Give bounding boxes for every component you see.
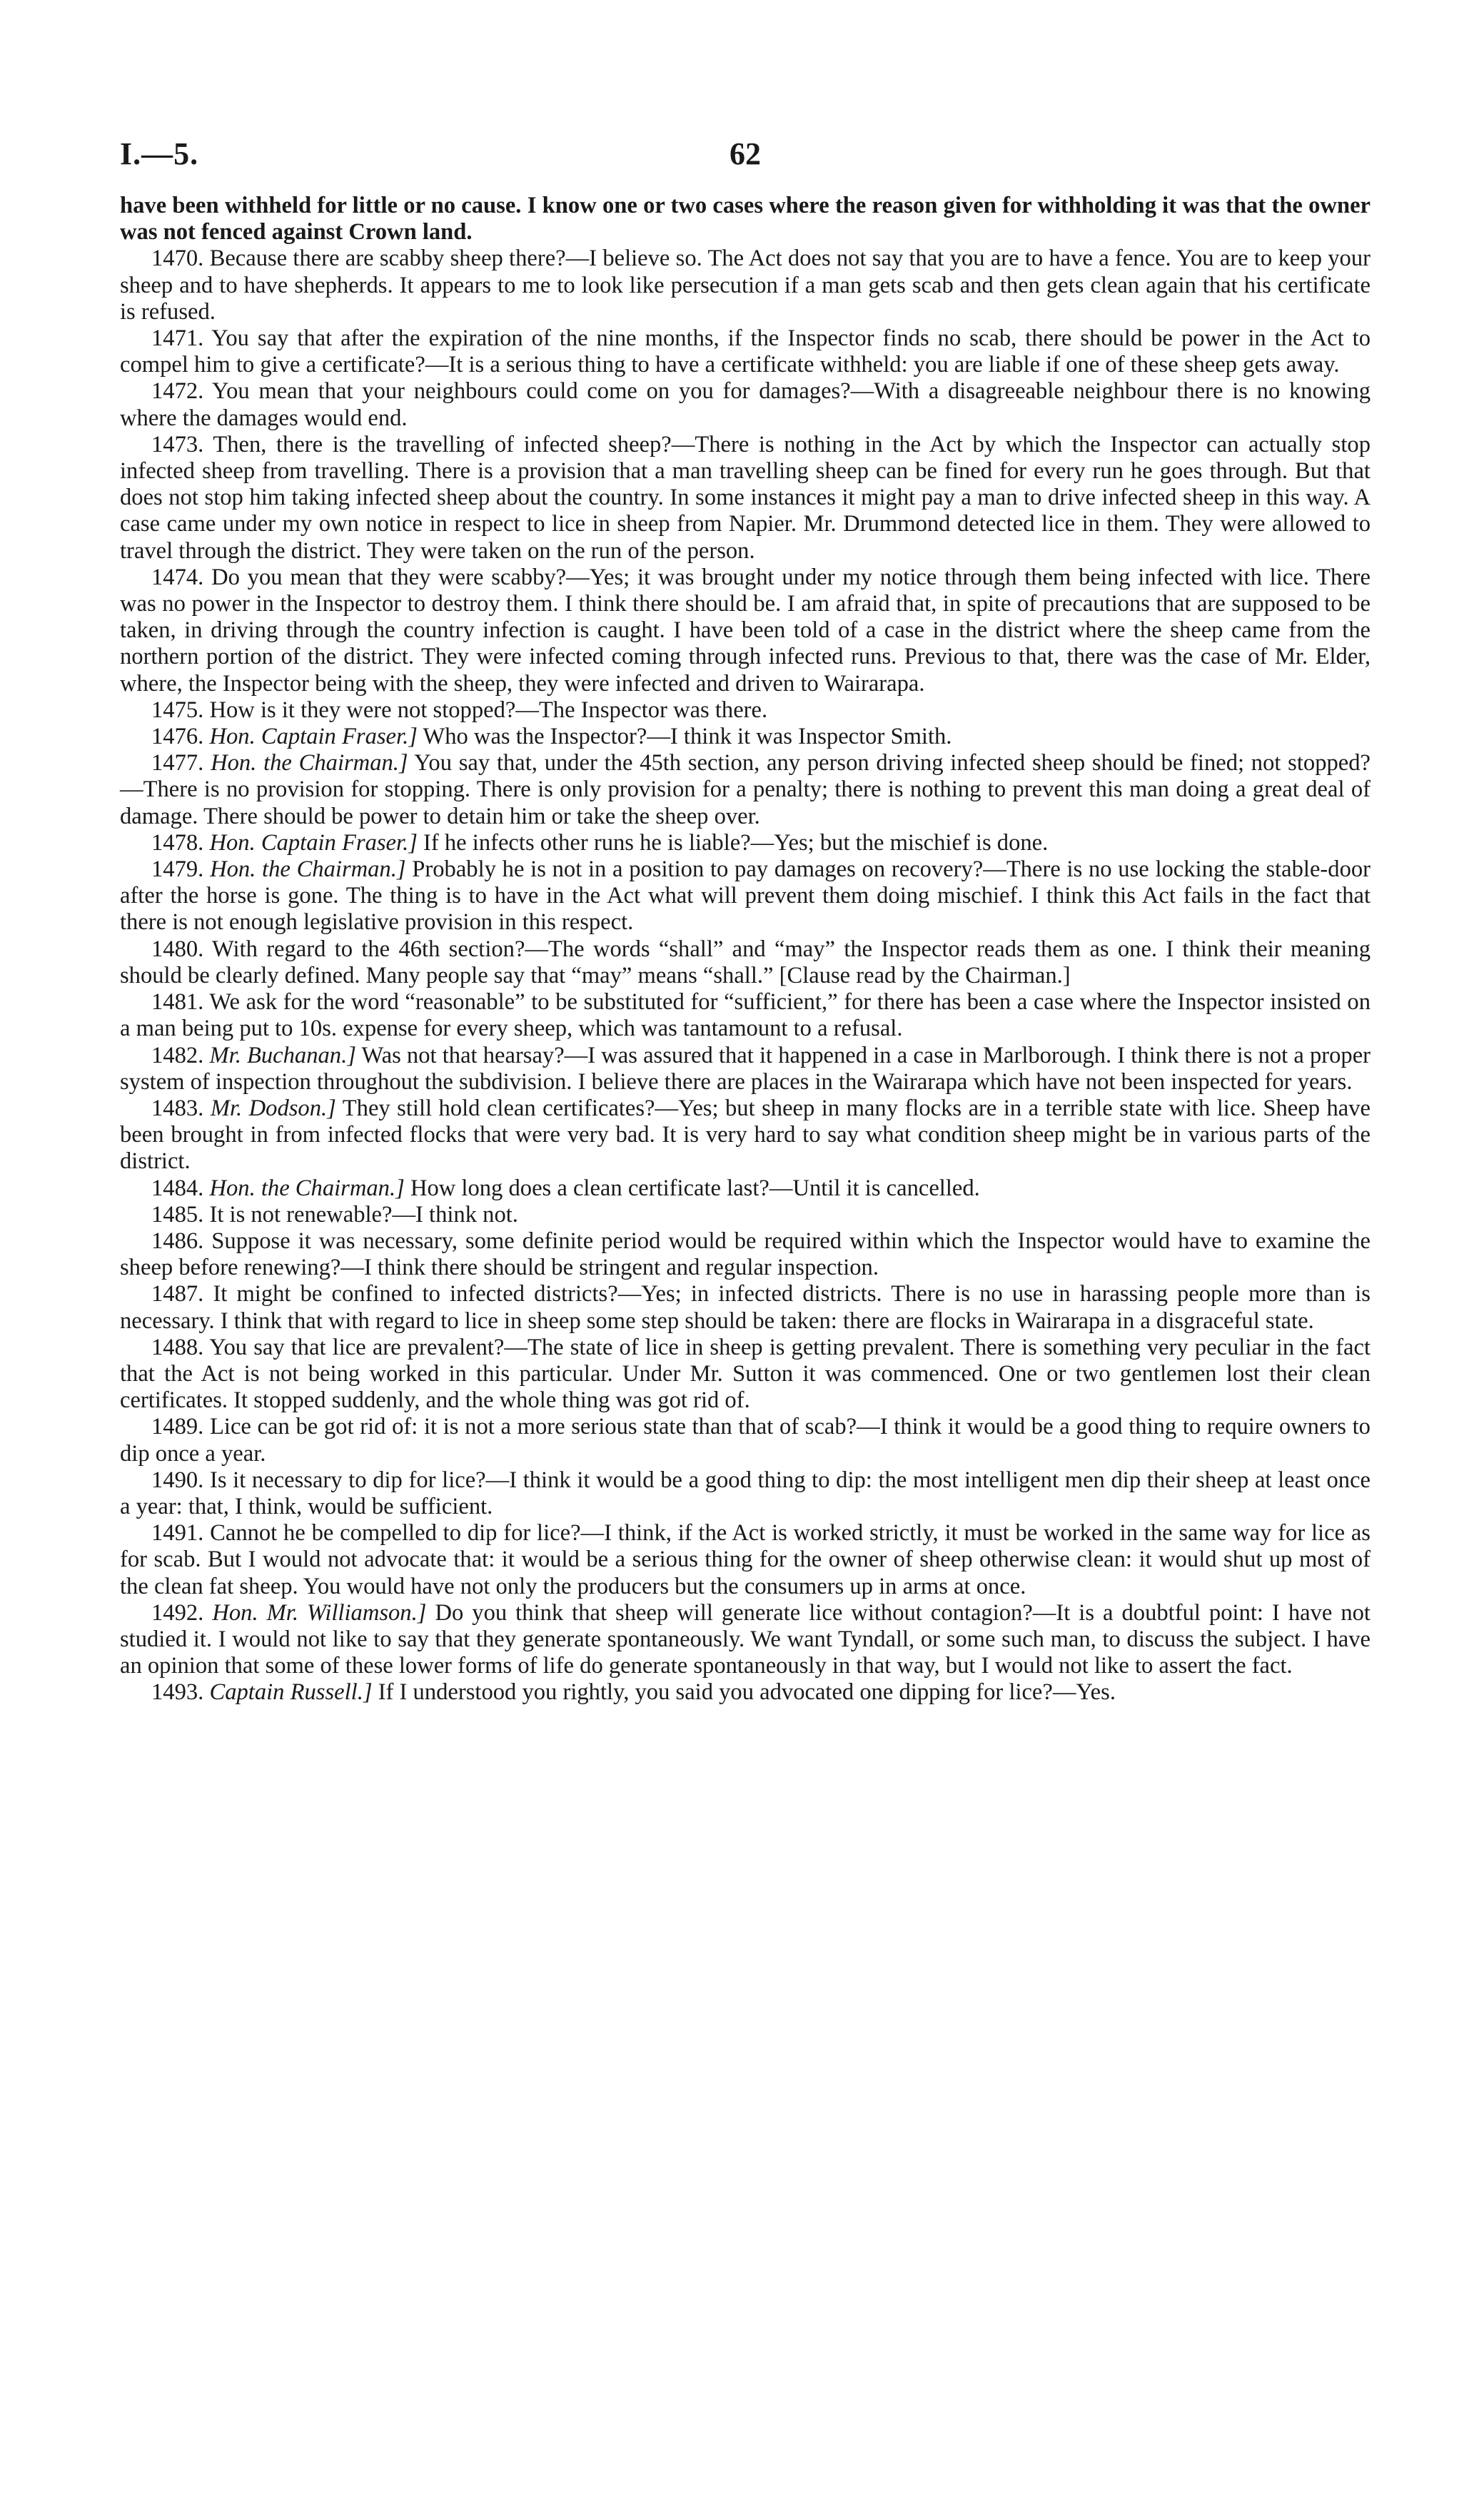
question-number: 1473. (151, 431, 204, 457)
question-paragraph (120, 1095, 1371, 1175)
question-paragraph (120, 989, 1371, 1042)
question-number: 1477. (151, 750, 204, 776)
question-paragraph (120, 1467, 1371, 1520)
document-page (120, 136, 1371, 1706)
question-number: 1470. (151, 246, 204, 272)
question-paragraph (120, 750, 1371, 830)
paragraph-text: Then, there is the travelling of infected sheep?—There is nothing in the Act by which the Inspector can actually stop infected sheep from travelling. There is a provision that a man travelling sheep can be fined for every run he goes through. But that does not stop him taking infected sheep about the country. In some instances it might pay a man to drive infected sheep in this way. A case came under my own notice in respect to lice in sheep from Napier. Mr. Drummond detected lice in them. They were allowed to travel through the district. They were taken on the run of the person. (120, 431, 1371, 564)
speaker-name: Captain Russell.] (209, 1679, 373, 1706)
question-number: 1490. (151, 1467, 204, 1493)
question-number: 1475. (151, 697, 204, 723)
question-number: 1476. (151, 724, 204, 750)
question-paragraph (120, 1228, 1371, 1281)
question-paragraph (120, 830, 1371, 856)
question-paragraph (120, 856, 1371, 936)
speaker-name: Hon. Captain Fraser.] (209, 724, 418, 750)
paragraph-text: Lice can be got rid of: it is not a more serious state than that of scab?—I think it would be a good thing to require owners to dip once a year. (120, 1414, 1371, 1467)
paragraph-text: Do you mean that they were scabby?—Yes; it was brought under my notice through them being infected with lice. There was no power in the Inspector to destroy them. I think there should be. I am afraid that, in spite of precautions that are supposed to be taken, in driving through the country infection is caught. I have been told of a case in the district where the sheep came from the northern portion of the district. They were infected coming through infected runs. Previous to that, there was the case of Mr. Elder, where, the Inspector being with the sheep, they were infected and driven to Wairarapa. (120, 564, 1371, 697)
document-reference: I.—5. (120, 136, 199, 171)
question-paragraph (120, 1600, 1371, 1680)
question-paragraph (120, 246, 1371, 325)
question-number: 1478. (151, 829, 204, 856)
paragraph-text: Suppose it was necessary, some definite period would be required within which the Inspector would have to examine the sheep before renewing?—I think there should be stringent and regular inspection. (120, 1228, 1371, 1281)
speaker-name: Mr. Dodson.] (210, 1095, 336, 1121)
question-number: 1483. (151, 1095, 204, 1121)
paragraph-text: You mean that your neighbours could come on you for damages?—With a disagreeable neighbour there is no knowing where the damages would end. (120, 378, 1371, 431)
paragraph-text: They still hold clean certificates?—Yes; but sheep in many flocks are in a terrible state with lice. Sheep have been brought in from infected flocks that were very bad. It is very hard to say what condition sheep might be in various parts of the district. (120, 1095, 1371, 1175)
question-number: 1471. (151, 325, 204, 352)
question-paragraph (120, 1175, 1371, 1202)
paragraph-text: Probably he is not in a position to pay damages on recovery?—There is no use locking the stable-door after the horse is gone. The thing is to have in the Act what will prevent them doing mischief. I think this Act fails in the fact that there is not enough legislative provision in this respect. (120, 856, 1371, 936)
question-number: 1486. (151, 1228, 204, 1254)
speaker-name: Hon. the Chairman.] (209, 1175, 405, 1201)
paragraph-text: How is it they were not stopped?—The Inspector was there. (209, 697, 768, 723)
paragraph-text: Is it necessary to dip for lice?—I think it would be a good thing to dip: the most intelligent men dip their sheep at least once a year: that, I think, would be sufficient. (120, 1467, 1371, 1519)
question-number: 1489. (151, 1414, 204, 1440)
speaker-name: Hon. Mr. Williamson.] (212, 1599, 427, 1626)
speaker-name: Hon. Captain Fraser.] (209, 829, 418, 856)
paragraph-text: If he infects other runs he is liable?—Yes; but the mischief is done. (423, 829, 1049, 856)
question-paragraph (120, 724, 1371, 750)
question-number: 1472. (151, 378, 204, 405)
question-paragraph (120, 936, 1371, 989)
paragraph-text: You say that lice are prevalent?—The state of lice in sheep is getting prevalent. There is something very peculiar in the fact that the Act is not being worked in this particular. Under Mr. Sutton it was commenced. One or two gentlemen lost their clean certificates. It stopped suddenly, and the whole thing was got rid of. (120, 1334, 1371, 1414)
question-paragraph (120, 1679, 1371, 1706)
question-number: 1487. (151, 1281, 204, 1307)
question-number: 1485. (151, 1201, 204, 1228)
speaker-name: Hon. the Chairman.] (210, 856, 406, 883)
paragraph-text: We ask for the word “reasonable” to be substituted for “sufficient,” for there has been a case where the Inspector insisted on a man being put to 10s. expense for every sheep, which was tantamount to a refusal. (120, 989, 1371, 1042)
question-number: 1493. (151, 1679, 204, 1706)
paragraph-text: It might be confined to infected districts?—Yes; in infected districts. There is no use in harassing people more than is necessary. I think that with regard to lice in sheep some step should be taken: there are flocks in Wairarapa in a disgraceful state. (120, 1281, 1371, 1334)
question-number: 1488. (151, 1334, 204, 1360)
paragraph-text: have been withheld for little or no cause. I know one or two cases where the reason given for withholding it was that the owner was not fenced against Crown land. (120, 193, 1371, 246)
question-paragraph (120, 432, 1371, 565)
evidence-body (120, 193, 1371, 1706)
page-number: 62 (730, 136, 761, 171)
question-paragraph (120, 1520, 1371, 1600)
question-paragraph (120, 565, 1371, 697)
paragraph-text: Because there are scabby sheep there?—I believe so. The Act does not say that you are to have a fence. You are to keep your sheep and to have shepherds. It appears to me to look like persecution if a man gets scab and then gets clean again that his certificate is refused. (120, 246, 1371, 325)
paragraph-text: You say that after the expiration of the nine months, if the Inspector finds no scab, there should be power in the Act to compel him to give a certificate?—It is a serious thing to have a certificate withheld: you are liable if one of these sheep gets away. (120, 325, 1371, 378)
paragraph-text: With regard to the 46th section?—The words “shall” and “may” the Inspector reads them as one. I think their meaning should be clearly defined. Many people say that “may” means “shall.” [Clause read by the Chairman.] (120, 936, 1371, 988)
question-paragraph (120, 1335, 1371, 1415)
question-number: 1492. (151, 1599, 204, 1626)
paragraph-text: If I understood you rightly, you said you advocated one dipping for lice?—Yes. (378, 1679, 1116, 1706)
question-number: 1481. (151, 989, 204, 1016)
question-number: 1479. (151, 856, 204, 883)
paragraph-text: Who was the Inspector?—I think it was Inspector Smith. (423, 724, 952, 750)
paragraph-text: You say that, under the 45th section, any person driving infected sheep should be fined; not stopped?—There is no provision for stopping. There is only provision for a penalty; there is nothing to prevent this man doing a great deal of damage. There should be power to detain him or take the sheep over. (120, 750, 1371, 829)
question-paragraph (120, 1043, 1371, 1095)
question-paragraph (120, 1414, 1371, 1467)
question-number: 1480. (151, 936, 204, 962)
speaker-name: Mr. Buchanan.] (209, 1042, 356, 1068)
question-number: 1482. (151, 1042, 204, 1068)
paragraph-text: How long does a clean certificate last?—Until it is cancelled. (410, 1175, 980, 1201)
question-paragraph (120, 697, 1371, 724)
question-paragraph (120, 1281, 1371, 1334)
question-paragraph (120, 1202, 1371, 1228)
paragraph-text: Was not that hearsay?—I was assured that it happened in a case in Marlborough. I think there is not a proper system of inspection throughout the subdivision. I believe there are places in the Wairarapa which have not been inspected for years. (120, 1042, 1371, 1095)
page-header (120, 136, 1371, 186)
question-number: 1491. (151, 1520, 204, 1547)
paragraph-text: Cannot he be compelled to dip for lice?—I think, if the Act is worked strictly, it must be worked in the same way for lice as for scab. But I would not advocate that: it would be a serious thing for the owner of sheep otherwise clean: it would shut up most of the clean fat sheep. You would have not only the producers but the consumers up in arms at once. (120, 1520, 1371, 1599)
paragraph-text: Do you think that sheep will generate lice without contagion?—It is a doubtful point: I have not studied it. I would not like to say that they generate spontaneously. We want Tyndall, or some such man, to discuss the subject. I have an opinion that some of these lower forms of life do generate spontaneously in that way, but I would not like to assert the fact. (120, 1599, 1371, 1679)
question-number: 1474. (151, 564, 204, 590)
question-number: 1484. (151, 1175, 204, 1201)
continuation-paragraph (120, 193, 1371, 246)
question-paragraph (120, 325, 1371, 378)
question-paragraph (120, 378, 1371, 431)
speaker-name: Hon. the Chairman.] (211, 750, 408, 776)
paragraph-text: It is not renewable?—I think not. (209, 1201, 518, 1228)
